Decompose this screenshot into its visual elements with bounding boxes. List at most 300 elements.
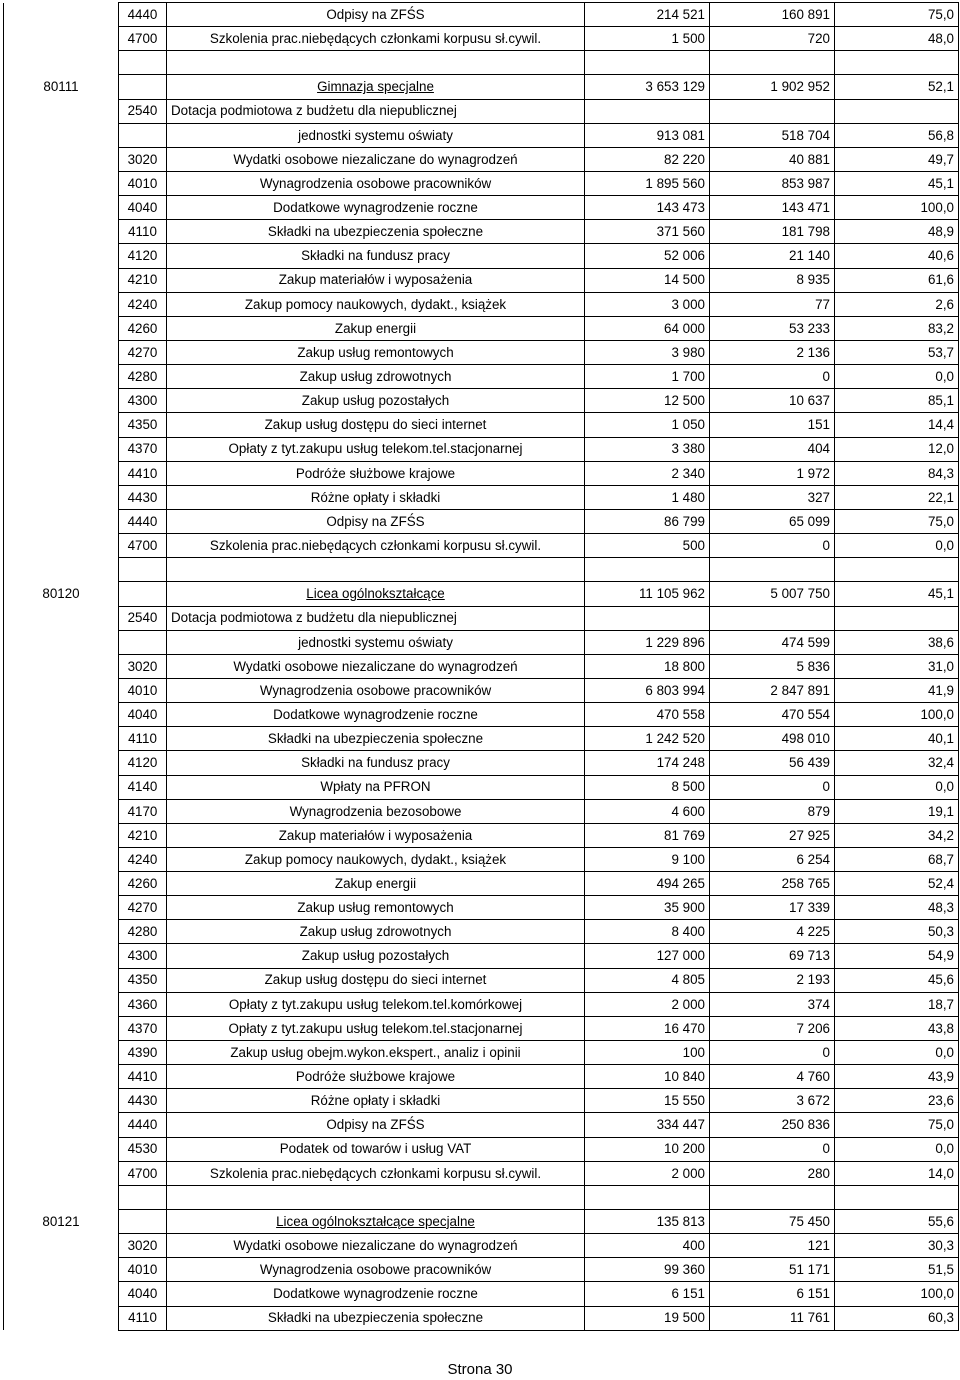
empty-cell [119, 1185, 167, 1209]
plan-value: 1 700 [585, 365, 710, 389]
section-percent-value: 55,6 [835, 1210, 959, 1234]
table-row [4, 1016, 959, 1040]
plan-value: 2 000 [585, 992, 710, 1016]
section-execution-value: 1 902 952 [710, 75, 835, 99]
table-row [4, 3, 959, 27]
plan-value: 2 340 [585, 461, 710, 485]
table-row [4, 678, 959, 702]
paragraph-code: 4240 [119, 292, 167, 316]
execution-value: 1 972 [710, 461, 835, 485]
section-cell [4, 1113, 119, 1137]
plan-value: 64 000 [585, 316, 710, 340]
percent-value: 68,7 [835, 847, 959, 871]
execution-value: 7 206 [710, 1016, 835, 1040]
table-row [4, 920, 959, 944]
table-row [4, 461, 959, 485]
plan-value: 99 360 [585, 1258, 710, 1282]
table-row [4, 1161, 959, 1185]
paragraph-code: 3020 [119, 147, 167, 171]
percent-value: 48,9 [835, 220, 959, 244]
section-title [167, 1210, 585, 1234]
section-title-text: Licea ogólnokształcące specjalne [276, 1213, 475, 1229]
empty-cell [710, 558, 835, 582]
paragraph-code: 4260 [119, 316, 167, 340]
percent-value: 85,1 [835, 389, 959, 413]
section-cell [4, 920, 119, 944]
execution-value: 40 881 [710, 147, 835, 171]
item-name: jednostki systemu oświaty [167, 123, 585, 147]
item-name: Zakup usług obejm.wykon.ekspert., analiz i opinii [167, 1041, 585, 1065]
percent-value: 61,6 [835, 268, 959, 292]
execution-value: 470 554 [710, 703, 835, 727]
plan-value: 4 600 [585, 799, 710, 823]
section-cell [4, 268, 119, 292]
section-cell [4, 703, 119, 727]
section-cell [4, 847, 119, 871]
section-cell [4, 99, 119, 123]
execution-value: 518 704 [710, 123, 835, 147]
item-name: Zakup pomocy naukowych, dydakt., książek [167, 292, 585, 316]
table-row [4, 171, 959, 195]
section-code: 80120 [4, 582, 119, 606]
empty-cell [835, 558, 959, 582]
plan-value: 494 265 [585, 872, 710, 896]
item-name: Szkolenia prac.niebędących członkami korpusu sł.cywil. [167, 27, 585, 51]
execution-value: 65 099 [710, 509, 835, 533]
percent-value: 12,0 [835, 437, 959, 461]
execution-value: 6 254 [710, 847, 835, 871]
item-name: Podróże służbowe krajowe [167, 1065, 585, 1089]
item-name: Zakup usług remontowych [167, 896, 585, 920]
paragraph-code: 4280 [119, 365, 167, 389]
section-cell [4, 1137, 119, 1161]
section-cell [4, 872, 119, 896]
plan-value: 1 480 [585, 485, 710, 509]
paragraph-code: 4260 [119, 872, 167, 896]
paragraph-code: 4350 [119, 413, 167, 437]
section-cell [4, 968, 119, 992]
percent-value: 18,7 [835, 992, 959, 1016]
section-cell [4, 799, 119, 823]
execution-value: 77 [710, 292, 835, 316]
execution-value: 0 [710, 775, 835, 799]
execution-value: 879 [710, 799, 835, 823]
plan-value: 174 248 [585, 751, 710, 775]
section-title [167, 75, 585, 99]
section-cell [4, 1016, 119, 1040]
table-row [4, 1306, 959, 1330]
table-row [4, 703, 959, 727]
empty-cell [835, 1185, 959, 1209]
section-cell [4, 992, 119, 1016]
paragraph-code: 4370 [119, 437, 167, 461]
percent-value: 34,2 [835, 823, 959, 847]
plan-value: 35 900 [585, 896, 710, 920]
percent-value: 31,0 [835, 654, 959, 678]
percent-value: 100,0 [835, 196, 959, 220]
table-row [4, 244, 959, 268]
paragraph-code: 4040 [119, 1282, 167, 1306]
execution-value: 498 010 [710, 727, 835, 751]
item-name: Odpisy na ZFŚS [167, 3, 585, 27]
execution-value: 4 225 [710, 920, 835, 944]
section-cell [4, 340, 119, 364]
item-name: Zakup usług zdrowotnych [167, 920, 585, 944]
empty-cell [167, 1185, 585, 1209]
paragraph-code: 4700 [119, 1161, 167, 1185]
execution-value: 280 [710, 1161, 835, 1185]
section-cell [4, 775, 119, 799]
table-row [4, 847, 959, 871]
section-cell [4, 365, 119, 389]
paragraph-code: 4370 [119, 1016, 167, 1040]
table-row [4, 823, 959, 847]
paragraph-code: 4010 [119, 678, 167, 702]
percent-value: 48,0 [835, 27, 959, 51]
plan-value: 1 895 560 [585, 171, 710, 195]
paragraph-code: 4120 [119, 751, 167, 775]
paragraph-code: 4040 [119, 196, 167, 220]
table-row [4, 799, 959, 823]
item-name: Wpłaty na PFRON [167, 775, 585, 799]
section-cell [4, 3, 119, 27]
item-name: Zakup energii [167, 872, 585, 896]
section-plan-value: 11 105 962 [585, 582, 710, 606]
percent-value: 52,4 [835, 872, 959, 896]
plan-value: 8 400 [585, 920, 710, 944]
paragraph-code: 4270 [119, 896, 167, 920]
execution-value: 250 836 [710, 1113, 835, 1137]
percent-value: 2,6 [835, 292, 959, 316]
empty-cell [167, 51, 585, 75]
section-cell [4, 1065, 119, 1089]
section-cell [4, 751, 119, 775]
table-row [4, 992, 959, 1016]
table-row [4, 896, 959, 920]
table-row [4, 99, 959, 123]
percent-value: 60,3 [835, 1306, 959, 1330]
paragraph-code: 4010 [119, 171, 167, 195]
percent-value: 38,6 [835, 630, 959, 654]
percent-value: 19,1 [835, 799, 959, 823]
paragraph-code: 4390 [119, 1041, 167, 1065]
item-name: Różne opłaty i składki [167, 1089, 585, 1113]
paragraph-code: 3020 [119, 1234, 167, 1258]
percent-value: 53,7 [835, 340, 959, 364]
plan-value: 4 805 [585, 968, 710, 992]
paragraph-code: 4440 [119, 1113, 167, 1137]
table-row [4, 534, 959, 558]
percent-value: 50,3 [835, 920, 959, 944]
execution-value: 121 [710, 1234, 835, 1258]
item-name: Zakup usług remontowych [167, 340, 585, 364]
table-row [4, 1065, 959, 1089]
section-cell [4, 509, 119, 533]
item-name: Opłaty z tyt.zakupu usług telekom.tel.komórkowej [167, 992, 585, 1016]
percent-value: 0,0 [835, 775, 959, 799]
paragraph-code: 4110 [119, 220, 167, 244]
item-name: Szkolenia prac.niebędących członkami korpusu sł.cywil. [167, 1161, 585, 1185]
item-name: Zakup pomocy naukowych, dydakt., książek [167, 847, 585, 871]
table-row [4, 196, 959, 220]
item-name: Opłaty z tyt.zakupu usług telekom.tel.stacjonarnej [167, 1016, 585, 1040]
plan-value: 470 558 [585, 703, 710, 727]
section-cell [4, 944, 119, 968]
percent-value: 51,5 [835, 1258, 959, 1282]
plan-value: 1 229 896 [585, 630, 710, 654]
item-name: Zakup usług dostępu do sieci internet [167, 413, 585, 437]
percent-value: 32,4 [835, 751, 959, 775]
table-row [4, 485, 959, 509]
budget-table-body [4, 3, 959, 1331]
execution-value: 51 171 [710, 1258, 835, 1282]
percent-value: 45,6 [835, 968, 959, 992]
section-cell [4, 1041, 119, 1065]
table-row [4, 1234, 959, 1258]
plan-value: 3 380 [585, 437, 710, 461]
plan-value: 371 560 [585, 220, 710, 244]
budget-table [3, 2, 959, 1331]
empty-cell [167, 558, 585, 582]
item-name: Składki na fundusz pracy [167, 244, 585, 268]
section-cell [4, 171, 119, 195]
plan-value: 6 151 [585, 1282, 710, 1306]
section-percent-value: 52,1 [835, 75, 959, 99]
empty-cell [119, 582, 167, 606]
plan-value: 1 242 520 [585, 727, 710, 751]
percent-value: 41,9 [835, 678, 959, 702]
empty-cell [119, 1210, 167, 1234]
section-cell [4, 316, 119, 340]
item-name: Zakup usług zdrowotnych [167, 365, 585, 389]
spacer-row [4, 51, 959, 75]
item-name: Odpisy na ZFŚS [167, 1113, 585, 1137]
section-cell [4, 413, 119, 437]
plan-value: 12 500 [585, 389, 710, 413]
section-cell [4, 1306, 119, 1330]
empty-cell [585, 51, 710, 75]
paragraph-code: 4410 [119, 461, 167, 485]
empty-cell [835, 51, 959, 75]
paragraph-code: 4300 [119, 389, 167, 413]
item-name: Zakup materiałów i wyposażenia [167, 823, 585, 847]
section-title [167, 582, 585, 606]
table-row [4, 1041, 959, 1065]
paragraph-code: 4300 [119, 944, 167, 968]
execution-value: 21 140 [710, 244, 835, 268]
paragraph-code: 4140 [119, 775, 167, 799]
percent-value: 14,0 [835, 1161, 959, 1185]
plan-value: 334 447 [585, 1113, 710, 1137]
plan-value: 1 050 [585, 413, 710, 437]
percent-value: 100,0 [835, 1282, 959, 1306]
item-name: Dotacja podmiotowa z budżetu dla niepublicznej [167, 606, 585, 630]
table-row [4, 1258, 959, 1282]
percent-value: 54,9 [835, 944, 959, 968]
execution-value: 17 339 [710, 896, 835, 920]
section-cell [4, 51, 119, 75]
table-row [4, 872, 959, 896]
table-row [4, 413, 959, 437]
table-row [4, 1282, 959, 1306]
percent-value: 40,6 [835, 244, 959, 268]
paragraph-code: 4110 [119, 1306, 167, 1330]
paragraph-code: 4430 [119, 485, 167, 509]
item-name: Dotacja podmiotowa z budżetu dla niepublicznej [167, 99, 585, 123]
paragraph-code: 4240 [119, 847, 167, 871]
empty-cell [710, 1185, 835, 1209]
percent-value: 84,3 [835, 461, 959, 485]
plan-value: 3 980 [585, 340, 710, 364]
spacer-row [4, 1185, 959, 1209]
item-name: Składki na fundusz pracy [167, 751, 585, 775]
item-name: Podatek od towarów i usług VAT [167, 1137, 585, 1161]
execution-value: 853 987 [710, 171, 835, 195]
execution-value: 6 151 [710, 1282, 835, 1306]
paragraph-code: 4700 [119, 27, 167, 51]
item-name: Zakup energii [167, 316, 585, 340]
percent-value: 22,1 [835, 485, 959, 509]
section-cell [4, 220, 119, 244]
item-name: Wynagrodzenia bezosobowe [167, 799, 585, 823]
paragraph-code: 4360 [119, 992, 167, 1016]
plan-value: 100 [585, 1041, 710, 1065]
percent-value: 43,8 [835, 1016, 959, 1040]
section-row [4, 75, 959, 99]
section-row [4, 582, 959, 606]
execution-value: 5 836 [710, 654, 835, 678]
item-name: Wynagrodzenia osobowe pracowników [167, 678, 585, 702]
section-cell [4, 196, 119, 220]
section-cell [4, 147, 119, 171]
execution-value: 11 761 [710, 1306, 835, 1330]
table-row [4, 147, 959, 171]
table-row [4, 268, 959, 292]
page-number: Strona 30 [447, 1361, 513, 1378]
item-name: Zakup usług dostępu do sieci internet [167, 968, 585, 992]
plan-value: 500 [585, 534, 710, 558]
paragraph-code: 4440 [119, 509, 167, 533]
execution-value: 474 599 [710, 630, 835, 654]
item-name: Wydatki osobowe niezaliczane do wynagrodzeń [167, 147, 585, 171]
paragraph-code: 3020 [119, 654, 167, 678]
paragraph-code: 4270 [119, 340, 167, 364]
empty-cell [585, 558, 710, 582]
percent-value: 45,1 [835, 171, 959, 195]
table-row [4, 340, 959, 364]
table-row [4, 509, 959, 533]
section-cell [4, 389, 119, 413]
paragraph-code: 4010 [119, 1258, 167, 1282]
plan-value: 19 500 [585, 1306, 710, 1330]
table-row [4, 1113, 959, 1137]
paragraph-code: 4040 [119, 703, 167, 727]
paragraph-code: 4440 [119, 3, 167, 27]
execution-value: 404 [710, 437, 835, 461]
section-title-text: Gimnazja specjalne [317, 79, 434, 95]
empty-cell [710, 51, 835, 75]
plan-value: 1 500 [585, 27, 710, 51]
item-name: Wynagrodzenia osobowe pracowników [167, 171, 585, 195]
section-plan-value: 3 653 129 [585, 75, 710, 99]
item-name: Dodatkowe wynagrodzenie roczne [167, 703, 585, 727]
table-row [4, 316, 959, 340]
percent-value [835, 606, 959, 630]
section-cell [4, 1185, 119, 1209]
plan-value: 9 100 [585, 847, 710, 871]
paragraph-code: 2540 [119, 606, 167, 630]
plan-value [585, 99, 710, 123]
section-cell [4, 461, 119, 485]
item-name: Wynagrodzenia osobowe pracowników [167, 1258, 585, 1282]
execution-value: 327 [710, 485, 835, 509]
paragraph-code: 4430 [119, 1089, 167, 1113]
percent-value: 0,0 [835, 365, 959, 389]
percent-value: 0,0 [835, 534, 959, 558]
paragraph-code: 4210 [119, 823, 167, 847]
execution-value: 0 [710, 534, 835, 558]
plan-value: 3 000 [585, 292, 710, 316]
section-plan-value: 135 813 [585, 1210, 710, 1234]
percent-value [835, 99, 959, 123]
execution-value: 143 471 [710, 196, 835, 220]
percent-value: 30,3 [835, 1234, 959, 1258]
paragraph-code: 4280 [119, 920, 167, 944]
execution-value: 4 760 [710, 1065, 835, 1089]
section-cell [4, 27, 119, 51]
plan-value: 18 800 [585, 654, 710, 678]
section-cell [4, 1234, 119, 1258]
execution-value: 56 439 [710, 751, 835, 775]
item-name: Składki na ubezpieczenia społeczne [167, 1306, 585, 1330]
plan-value: 14 500 [585, 268, 710, 292]
section-execution-value: 75 450 [710, 1210, 835, 1234]
spacer-row [4, 558, 959, 582]
item-name: Odpisy na ZFŚS [167, 509, 585, 533]
item-name: Składki na ubezpieczenia społeczne [167, 727, 585, 751]
table-row [4, 944, 959, 968]
execution-value: 181 798 [710, 220, 835, 244]
table-row [4, 123, 959, 147]
section-cell [4, 678, 119, 702]
section-code: 80121 [4, 1210, 119, 1234]
item-name: Składki na ubezpieczenia społeczne [167, 220, 585, 244]
section-cell [4, 244, 119, 268]
percent-value: 43,9 [835, 1065, 959, 1089]
plan-value [585, 606, 710, 630]
empty-cell [119, 75, 167, 99]
execution-value: 10 637 [710, 389, 835, 413]
section-cell [4, 534, 119, 558]
plan-value: 52 006 [585, 244, 710, 268]
table-row [4, 389, 959, 413]
execution-value: 53 233 [710, 316, 835, 340]
plan-value: 127 000 [585, 944, 710, 968]
execution-value [710, 606, 835, 630]
percent-value: 49,7 [835, 147, 959, 171]
paragraph-code: 4700 [119, 534, 167, 558]
item-name: Dodatkowe wynagrodzenie roczne [167, 1282, 585, 1306]
paragraph-code: 4350 [119, 968, 167, 992]
section-cell [4, 1089, 119, 1113]
item-name: Zakup usług pozostałych [167, 944, 585, 968]
paragraph-code: 4120 [119, 244, 167, 268]
plan-value: 400 [585, 1234, 710, 1258]
plan-value: 16 470 [585, 1016, 710, 1040]
plan-value: 82 220 [585, 147, 710, 171]
section-cell [4, 558, 119, 582]
item-name: Szkolenia prac.niebędących członkami korpusu sł.cywil. [167, 534, 585, 558]
